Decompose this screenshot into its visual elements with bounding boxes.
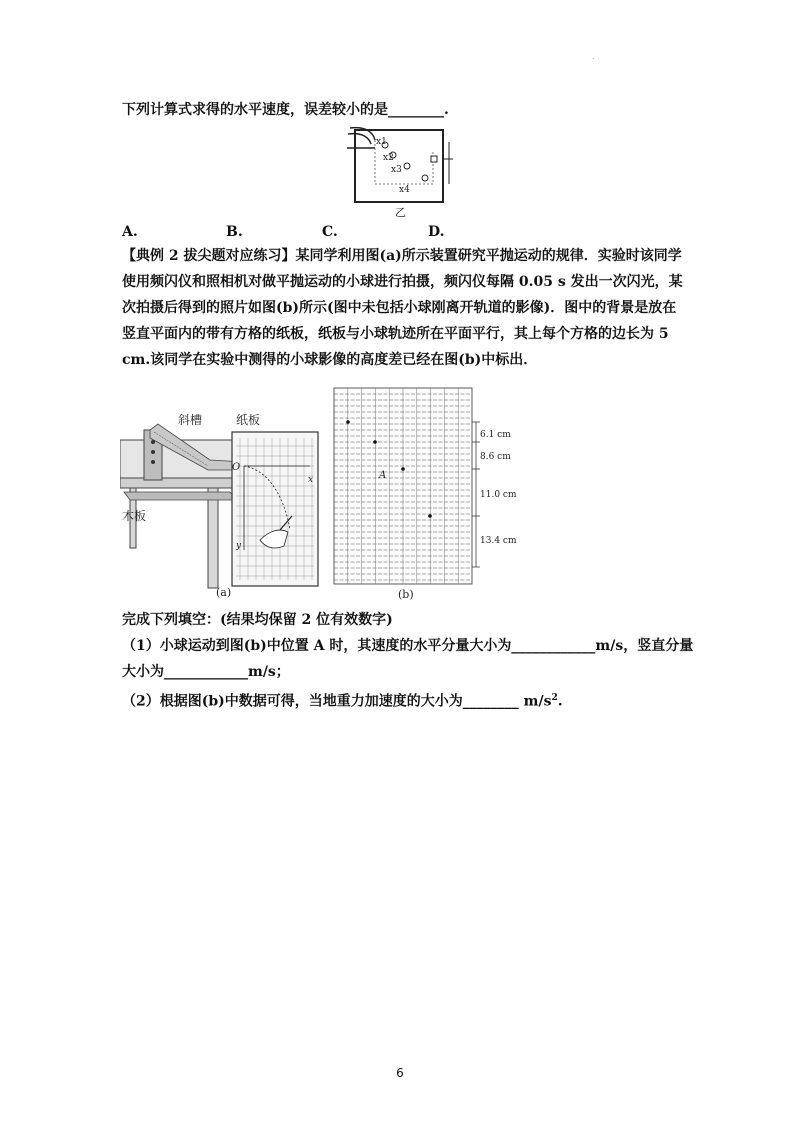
example-line-3: 次拍摄后得到的照片如图(b)所示(图中未包括小球刚离开轨道的影像)．图中的背景是放在 <box>122 300 677 316</box>
label-x3: x3 <box>391 165 402 175</box>
figure-a-apparatus <box>120 390 330 600</box>
question-2 <box>122 688 563 712</box>
label-x1: x1 <box>376 137 387 147</box>
label-point-a: A <box>379 470 387 481</box>
figure-b-photo <box>330 386 530 602</box>
label-board: 纸板 <box>236 413 261 427</box>
option-b[interactable]: B. <box>226 224 243 240</box>
height-label-4: 13.4 cm <box>480 536 517 546</box>
question-1-line-2: 大小为____________m/s； <box>122 664 290 680</box>
question-2-text: （2）根据图(b)中数据可得，当地重力加速度的大小为________ m/s <box>122 693 552 710</box>
question-2-end: . <box>557 693 563 710</box>
corner-mark: . <box>592 52 595 61</box>
height-label-1: 6.1 cm <box>480 430 511 440</box>
option-d[interactable]: D. <box>428 224 445 240</box>
label-chute: 斜槽 <box>178 413 203 427</box>
label-wood: 木板 <box>122 509 147 523</box>
option-a[interactable]: A. <box>122 224 138 240</box>
question-line: 下列计算式求得的水平速度，误差较小的是________. <box>122 102 449 118</box>
example-line-1: 【典例 2 拔尖题对应练习】某同学利用图(a)所示装置研究平抛运动的规律．实验时该同学 <box>122 248 682 264</box>
example-line-5: cm.该同学在实验中测得的小球影像的高度差已经在图(b)中标出． <box>122 352 538 368</box>
ball-image-4 <box>428 514 432 518</box>
example-line-4: 竖直平面内的带有方格的纸板，纸板与小球轨迹所在平面平行，其上每个方格的边长为 5 <box>122 326 669 342</box>
ball-image-1 <box>346 420 350 424</box>
label-origin: O <box>232 462 241 473</box>
figure-small <box>345 122 455 222</box>
ball-image-2 <box>373 440 377 444</box>
label-y-axis: y <box>236 541 242 551</box>
label-x4: x4 <box>399 185 410 195</box>
label-x2: x2 <box>383 153 394 163</box>
page-number: 6 <box>396 1066 404 1080</box>
figure-b-caption: (b) <box>398 588 414 601</box>
option-c[interactable]: C. <box>322 224 338 240</box>
figure-a-caption: (a) <box>216 586 232 599</box>
figure-small-caption: 乙 <box>395 206 406 219</box>
unit-superscript: 2 <box>551 693 558 703</box>
example-line-2: 使用频闪仪和照相机对做平抛运动的小球进行拍摄，频闪仪每隔 0.05 s 发出一次闪光，某 <box>122 274 683 290</box>
height-label-2: 8.6 cm <box>480 452 511 462</box>
label-x-axis: x <box>308 475 314 485</box>
answer-options <box>122 224 542 244</box>
question-1-line-1: （1）小球运动到图(b)中位置 A 时，其速度的水平分量大小为____________m/s，竖直分量 <box>122 638 694 654</box>
ball-image-3 <box>401 467 405 471</box>
fill-intro: 完成下列填空：(结果均保留 2 位有效数字) <box>122 612 393 628</box>
height-label-3: 11.0 cm <box>480 490 517 500</box>
